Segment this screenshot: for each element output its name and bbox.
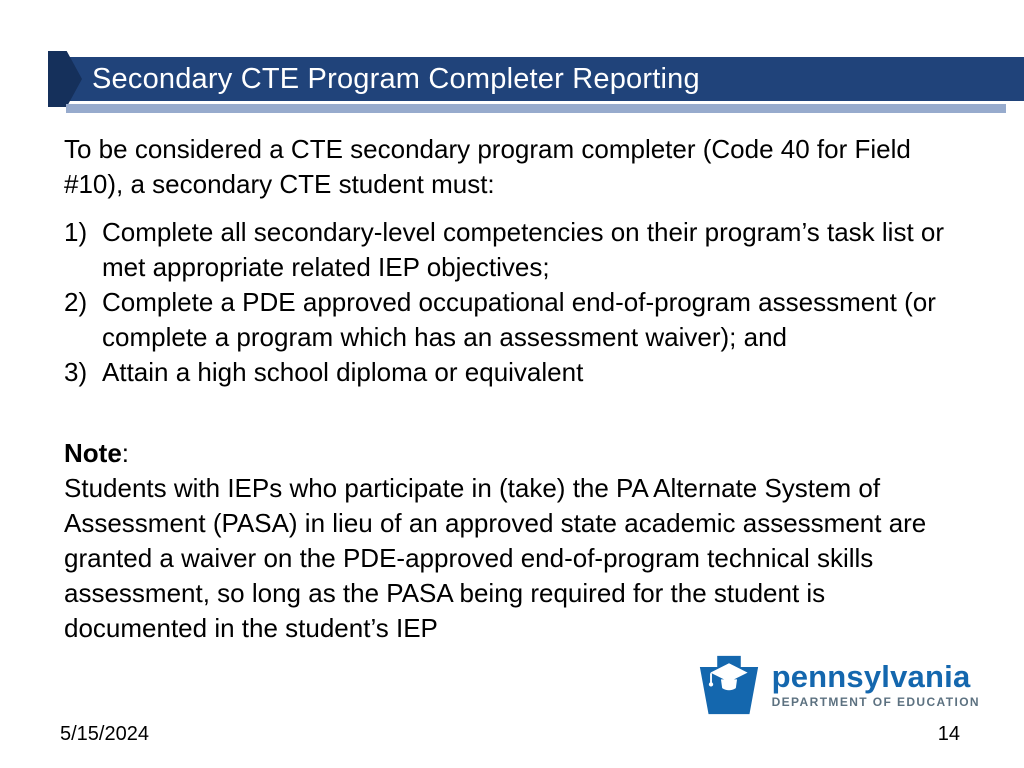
title-bar <box>56 57 1024 101</box>
footer-date: 5/15/2024 <box>60 723 149 745</box>
keystone-gradcap-icon <box>698 654 760 716</box>
list-item <box>64 285 968 355</box>
note-heading <box>64 436 968 471</box>
slide-body <box>64 132 968 646</box>
note-label: Note <box>64 438 122 468</box>
logo-brand-text: pennsylvania <box>771 658 971 694</box>
requirements-list <box>64 215 968 390</box>
list-item <box>64 355 968 390</box>
list-item-number: 2) <box>64 287 88 317</box>
intro-paragraph: To be considered a CTE secondary program completer (Code 40 for Field #10), a secondary CTE student must: <box>64 134 911 199</box>
slide-title: Secondary CTE Program Completer Reporting <box>92 62 700 95</box>
list-item-number: 3) <box>64 357 88 387</box>
list-item-number: 1) <box>64 217 88 247</box>
pde-logo <box>698 654 980 716</box>
page-number: 14 <box>937 723 960 745</box>
list-item-text: Attain a high school diploma or equivalent <box>102 357 584 387</box>
list-item <box>64 215 968 285</box>
logo-text <box>771 658 980 710</box>
list-item-text: Complete a PDE approved occupational end-of-program assessment (or complete a program which has an assessment waiver); and <box>102 287 936 352</box>
logo-subtitle-text: DEPARTMENT OF EDUCATION <box>771 694 980 709</box>
note-paragraph: Students with IEPs who participate in (take) the PA Alternate System of Assessment (PASA) in lieu of an approved state academic assessment are granted a waiver on the PDE-approved end-of-program technical skills assessment, so long as the PASA being required for the student is documented in the student’s IEP <box>64 473 927 643</box>
list-item-text: Complete all secondary-level competencies on their program’s task list or met appropriate related IEP objectives; <box>102 217 945 282</box>
note-colon: : <box>121 438 130 468</box>
title-underline <box>66 104 1006 113</box>
